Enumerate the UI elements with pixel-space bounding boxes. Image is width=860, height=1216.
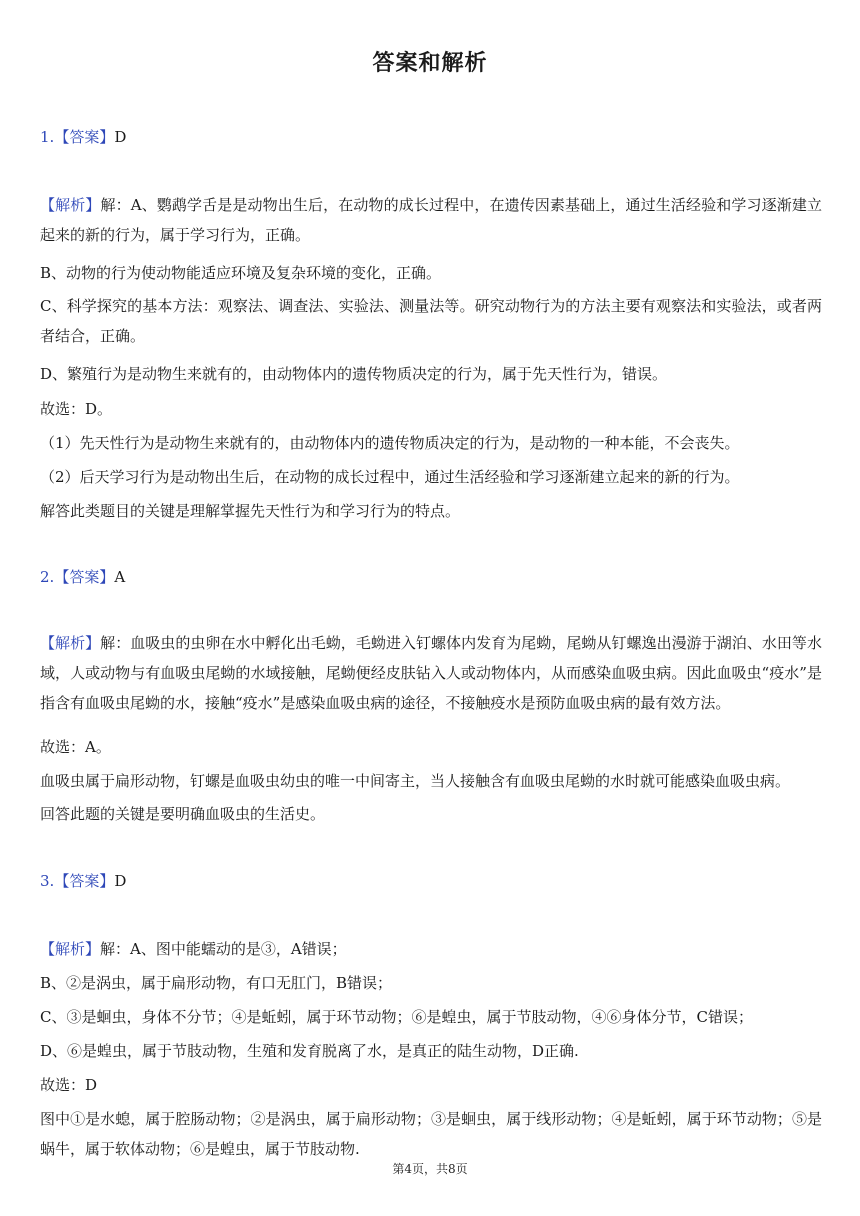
page-title: 答案和解析 <box>372 51 488 76</box>
answer-line-2 <box>40 567 125 587</box>
analysis-text: 解：血吸虫的虫卵在水中孵化出毛蚴，毛蚴进入钉螺体内发育为尾蚴，尾蚴从钉螺逸出漫游于湖泊、水田等水域，人或动物与有血吸虫尾蚴的水域接触，尾蚴便经皮肤钻入人或动物体内，从而感染血吸虫病。因此血吸虫“疫水”是指含有血吸虫尾蚴的水，接触“疫水”是感染血吸虫病的途径，不接触疫水是预防血吸虫病的最有效方法。 <box>40 634 822 712</box>
answer-tag: 【答案】 <box>54 872 115 890</box>
analysis-tag: 【解析】 <box>40 940 101 958</box>
analysis-line: 故选：D <box>40 1076 98 1094</box>
answer-tag: 【答案】 <box>54 568 115 586</box>
question-number: 1. <box>40 128 55 146</box>
analysis-line: 故选：A。 <box>40 738 111 756</box>
analysis-line: 图中①是水螅，属于腔肠动物；②是涡虫，属于扁形动物；③是蛔虫，属于线形动物；④是蚯蚓，属于环节动物；⑤是蜗牛，属于软体动物；⑥是蝗虫，属于节肢动物. <box>40 1110 822 1158</box>
answer-line-3 <box>40 871 126 891</box>
analysis-line: 解答此类题目的关键是理解掌握先天性行为和学习行为的特点。 <box>40 502 461 520</box>
page-footer: 第4页，共8页 <box>392 1162 468 1176</box>
analysis-intro-2 <box>40 628 822 718</box>
question-number: 2. <box>40 568 55 586</box>
analysis-line: C、③是蛔虫，身体不分节；④是蚯蚓，属于环节动物；⑥是蝗虫，属于节肢动物，④⑥身体分节，C错误； <box>40 1008 753 1026</box>
analysis-line: B、动物的行为使动物能适应环境及复杂环境的变化，正确。 <box>40 264 442 282</box>
analysis-line: （1）先天性行为是动物生来就有的，由动物体内的遗传物质决定的行为，是动物的一种本能，不会丧失。 <box>40 434 740 452</box>
analysis-line: 故选：D。 <box>40 400 113 418</box>
answer-line-1 <box>40 127 126 147</box>
analysis-line: B、②是涡虫，属于扁形动物，有口无肛门，B错误； <box>40 974 393 992</box>
answer-value: A <box>114 568 126 586</box>
answer-value: D <box>114 872 127 890</box>
analysis-text: 解：A、鹦鹉学舌是是动物出生后，在动物的成长过程中，在遗传因素基础上，通过生活经验和学习逐渐建立起来的新的行为，属于学习行为，正确。 <box>40 196 822 244</box>
analysis-tag: 【解析】 <box>40 196 101 214</box>
analysis-intro-3 <box>40 934 822 964</box>
analysis-line: （2）后天学习行为是动物出生后，在动物的成长过程中，通过生活经验和学习逐渐建立起来的新的行为。 <box>40 468 740 486</box>
analysis-line: 回答此题的关键是要明确血吸虫的生活史。 <box>40 805 326 823</box>
analysis-text: 解：A、图中能蠕动的是③，A错误； <box>100 940 347 958</box>
analysis-line: D、⑥是蝗虫，属于节肢动物，生殖和发育脱离了水，是真正的陆生动物，D正确. <box>40 1042 579 1060</box>
analysis-line: 血吸虫属于扁形动物，钉螺是血吸虫幼虫的唯一中间寄主，当人接触含有血吸虫尾蚴的水时就可能感染血吸虫病。 <box>40 772 791 790</box>
answer-tag: 【答案】 <box>54 128 115 146</box>
analysis-line: D、繁殖行为是动物生来就有的，由动物体内的遗传物质决定的行为，属于先天性行为，错误。 <box>40 365 668 383</box>
analysis-line: C、科学探究的基本方法：观察法、调查法、实验法、测量法等。研究动物行为的方法主要有观察法和实验法，或者两者结合，正确。 <box>40 297 822 345</box>
analysis-intro-1 <box>40 190 822 250</box>
question-number: 3. <box>40 872 55 890</box>
analysis-tag: 【解析】 <box>40 634 101 652</box>
answer-value: D <box>114 128 127 146</box>
